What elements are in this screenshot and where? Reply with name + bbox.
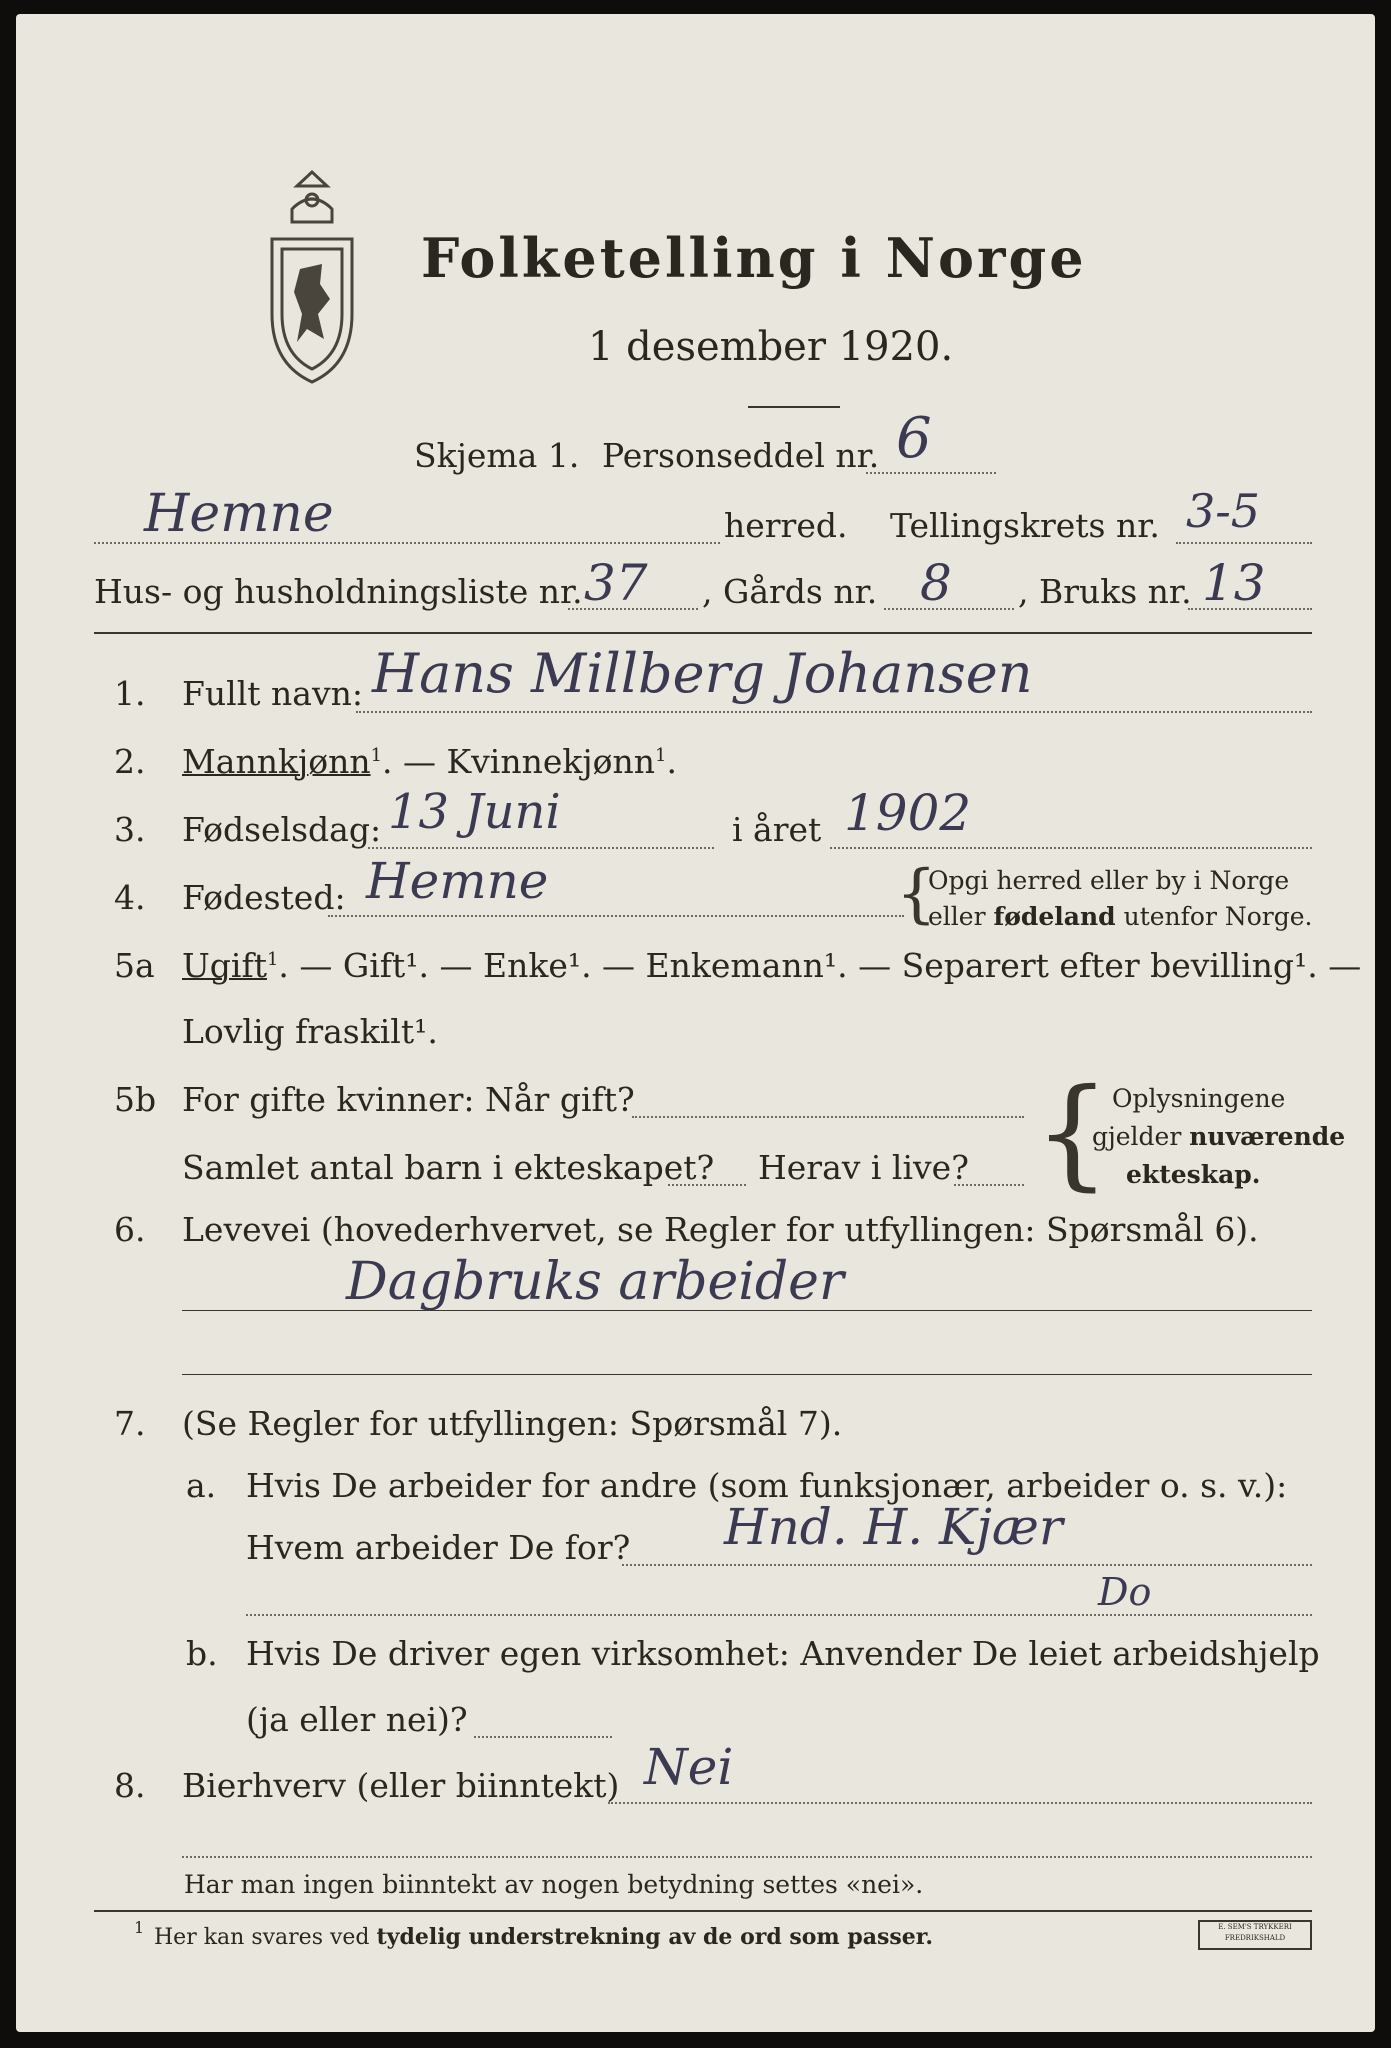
q5a-line2: Lovlig fraskilt¹. (182, 1012, 438, 1051)
q5b-number: 5b (114, 1080, 157, 1119)
q3-year-label: i året (732, 810, 822, 849)
title-divider (748, 406, 840, 408)
q7b-question: (ja eller nei)? (246, 1700, 468, 1739)
personseddel-line (866, 472, 996, 474)
q5b-children: Samlet antal barn i ekteskapet? (182, 1148, 715, 1187)
hus-label: Hus- og husholdningsliste nr. (94, 572, 583, 611)
employer-value: Hnd. H. Kjær (724, 1498, 1063, 1556)
full-name-value: Hans Millberg Johansen (372, 642, 1033, 705)
employer-value-2: Do (1098, 1570, 1152, 1614)
footnote-text: Her kan svares ved tydelig understrekning av de ord som passer. (154, 1924, 934, 1950)
tellingskrets-value: 3-5 (1186, 484, 1261, 538)
q5b-married-when: For gifte kvinner: Når gift? (182, 1080, 635, 1119)
q5b-note-line1: Oplysningene (1112, 1084, 1286, 1113)
q6-label: Levevei (hovederhvervet, se Regler for utfyllingen: Spørsmål 6). (182, 1210, 1259, 1249)
footnote-number: 1 (134, 1918, 145, 1937)
q8-line2 (182, 1856, 1312, 1858)
herred-value: Hemne (144, 484, 334, 544)
q1-line (356, 711, 1312, 713)
footer-divider (94, 1910, 1312, 1912)
ugift-option: Ugift (182, 946, 267, 985)
q4-line (328, 915, 904, 917)
q4-number: 4. (114, 878, 146, 917)
q5a-number: 5a (114, 946, 155, 985)
birth-year-value: 1902 (844, 784, 972, 842)
personseddel-value: 6 (896, 406, 932, 471)
q5b-children-line (668, 1184, 746, 1186)
hus-value: 37 (584, 554, 648, 612)
q1-number: 1. (114, 674, 146, 713)
q6-line2 (182, 1374, 1312, 1375)
tellingskrets-line (1176, 542, 1312, 544)
census-form-page (16, 14, 1375, 2032)
bruks-label: , Bruks nr. (1018, 572, 1192, 611)
birthday-value: 13 Juni (388, 784, 561, 840)
q5b-note-line2: gjelder nuværende (1092, 1122, 1346, 1151)
form-title: Folketelling i Norge (421, 226, 1087, 290)
personseddel-label: Personseddel nr. (602, 436, 880, 475)
q2-number: 2. (114, 742, 146, 781)
q5b-note-line3: ekteskap. (1126, 1160, 1261, 1189)
q4-note-line1: Opgi herred eller by i Norge (928, 866, 1290, 895)
q7a-question: Hvem arbeider De for? (246, 1528, 631, 1567)
gards-label: , Gårds nr. (702, 572, 878, 611)
birthplace-value: Hemne (366, 852, 549, 910)
q7-number: 7. (114, 1404, 146, 1443)
q7a-line2 (246, 1614, 1312, 1616)
q1-label: Fullt navn: (182, 674, 363, 713)
q7-label: (Se Regler for utfyllingen: Spørsmål 7). (182, 1404, 843, 1443)
q8-number: 8. (114, 1766, 146, 1805)
q3-number: 3. (114, 810, 146, 849)
bruks-value: 13 (1202, 554, 1266, 612)
q2-sex-options: Mannkjønn$^1$. — Kvinnekjønn$^1$. (182, 742, 677, 781)
q4-brace: { (896, 857, 937, 931)
q5b-alive: Herav i live? (758, 1148, 969, 1187)
q3-day-line (368, 847, 714, 849)
q8-line (608, 1802, 1312, 1804)
printer-stamp: E. SEM'S TRYKKERI FREDRIKSHALD (1198, 1920, 1312, 1950)
q5b-brace: { (1034, 1064, 1111, 1203)
census-date: 1 desember 1920. (588, 324, 954, 370)
q5b-married-line (632, 1116, 1024, 1118)
q7a-letter: a. (186, 1466, 217, 1505)
side-income-value: Nei (644, 1738, 734, 1796)
q3-label: Fødselsdag: (182, 810, 382, 849)
female-option: Kvinnekjønn (446, 742, 656, 781)
q7b-line (474, 1736, 612, 1738)
q5b-alive-line (954, 1184, 1024, 1186)
q4-note-line2: eller fødeland utenfor Norge. (928, 902, 1313, 931)
q3-year-line (830, 847, 1312, 849)
footer-note: Har man ingen biinntekt av nogen betydning settes «nei». (184, 1870, 924, 1899)
norwegian-coat-of-arms-icon (252, 164, 372, 389)
schema-label: Skjema 1. (414, 436, 580, 475)
q7a-line (622, 1564, 1312, 1566)
q7b-letter: b. (186, 1634, 218, 1673)
q4-label: Fødested: (182, 878, 346, 917)
herred-label: herred. (724, 506, 848, 545)
q5a-options: Ugift$^1$. — Gift¹. — Enke¹. — Enkemann¹. — Separert efter bevilling¹. — (182, 946, 1362, 985)
q7b-text: Hvis De driver egen virksomhet: Anvender De leiet arbeidshjelp (246, 1634, 1320, 1673)
q7a-text: Hvis De arbeider for andre (som funksjonær, arbeider o. s. v.): (246, 1466, 1288, 1505)
tellingskrets-label: Tellingskrets nr. (890, 506, 1160, 545)
gards-value: 8 (920, 554, 952, 612)
header-divider (94, 632, 1312, 634)
q8-label: Bierhverv (eller biinntekt) (182, 1766, 620, 1805)
q6-number: 6. (114, 1210, 146, 1249)
occupation-value: Dagbruks arbeider (346, 1252, 844, 1312)
male-option: Mannkjønn (182, 742, 371, 781)
